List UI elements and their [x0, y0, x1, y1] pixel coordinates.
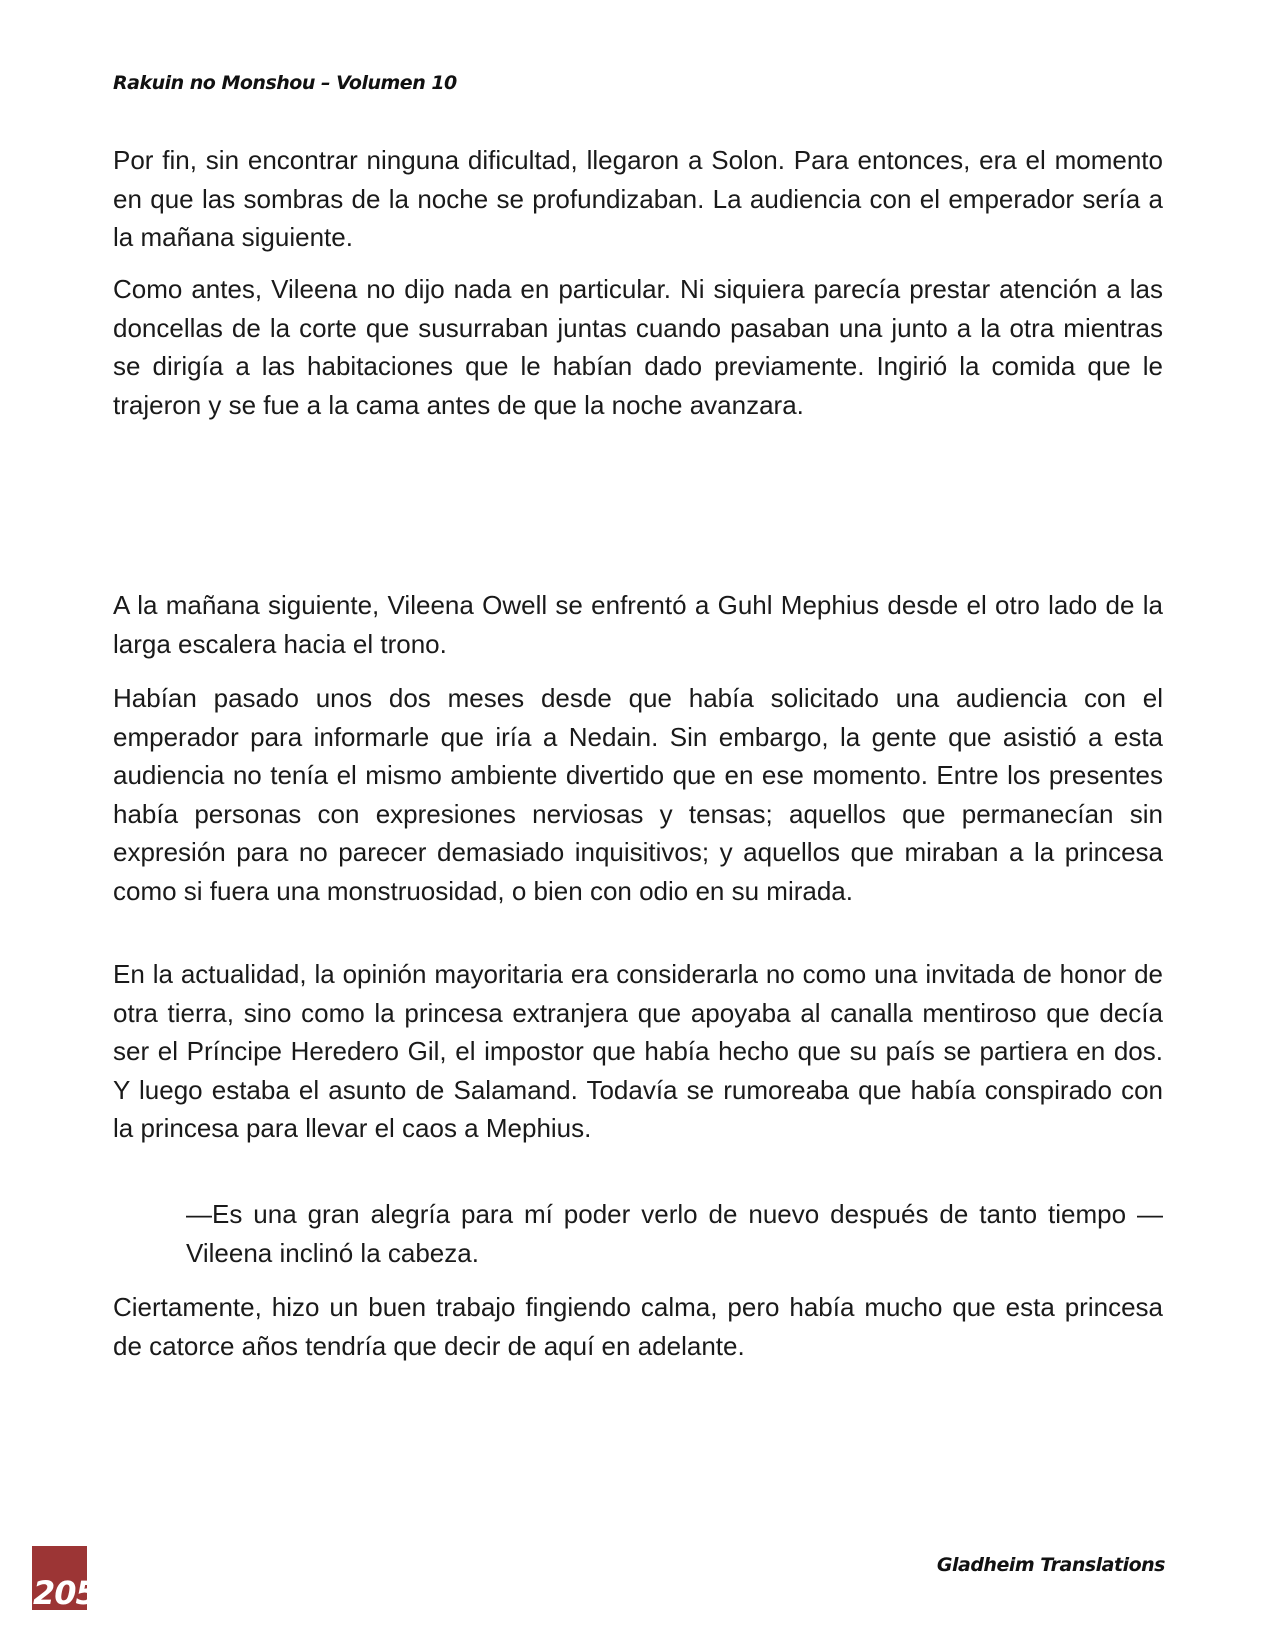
- paragraph-next-morning: A la mañana siguiente, Vileena Owell se enfrentó a Guhl Mephius desde el otro lado de la larga escalera hacia el trono.: [113, 590, 1163, 659]
- paragraph-audience-atmosphere: Habían pasado unos dos meses desde que había solicitado una audiencia con el emperador para informarle que iría a Nedain. Sin embargo, la gente que asistió a esta audiencia no tenía el mismo ambiente divertido que en ese momento. Entre los presentes había personas con expresiones nerviosas y tensas; aquellos que permanecían sin expresión para no parecer demasiado inquisitivos; y aquellos que miraban a la princesa como si fuera una monstruosidad, o bien con odio en su mirada.: [113, 683, 1163, 906]
- footer-credit: Gladheim Translations: [936, 1554, 1165, 1576]
- paragraph-arrival-solon: Por fin, sin encontrar ninguna dificultad, llegaron a Solon. Para entonces, era el momento en que las sombras de la noche se profundizaban. La audiencia con el emperador sería a la mañana siguiente.: [113, 145, 1163, 252]
- page-number: 205: [33, 1574, 97, 1612]
- paragraph-dialogue-greeting: —Es una gran alegría para mí poder verlo de nuevo después de tanto tiempo —Vileena inclinó la cabeza.: [186, 1199, 1163, 1268]
- paragraph-majority-opinion: En la actualidad, la opinión mayoritaria era considerarla no como una invitada de honor de otra tierra, sino como la princesa extranjera que apoyaba al canalla mentiroso que decía ser el Príncipe Heredero Gil, el impostor que había hecho que su país se partiera en dos. Y luego estaba el asunto de Salamand. Todavía se rumoreaba que había conspirado con la princesa para llevar el caos a Mephius.: [113, 959, 1163, 1143]
- paragraph-vileena-silent: Como antes, Vileena no dijo nada en particular. Ni siquiera parecía prestar atención a las doncellas de la corte que susurraban juntas cuando pasaban una junto a la otra mientras se dirigía a las habitaciones que le habían dado previamente. Ingirió la comida que le trajeron y se fue a la cama antes de que la noche avanzara.: [113, 274, 1163, 420]
- running-header-title: Rakuin no Monshou – Volumen 10: [113, 72, 457, 94]
- paragraph-feigned-calm: Ciertamente, hizo un buen trabajo fingiendo calma, pero había mucho que esta princesa de catorce años tendría que decir de aquí en adelante.: [113, 1292, 1163, 1361]
